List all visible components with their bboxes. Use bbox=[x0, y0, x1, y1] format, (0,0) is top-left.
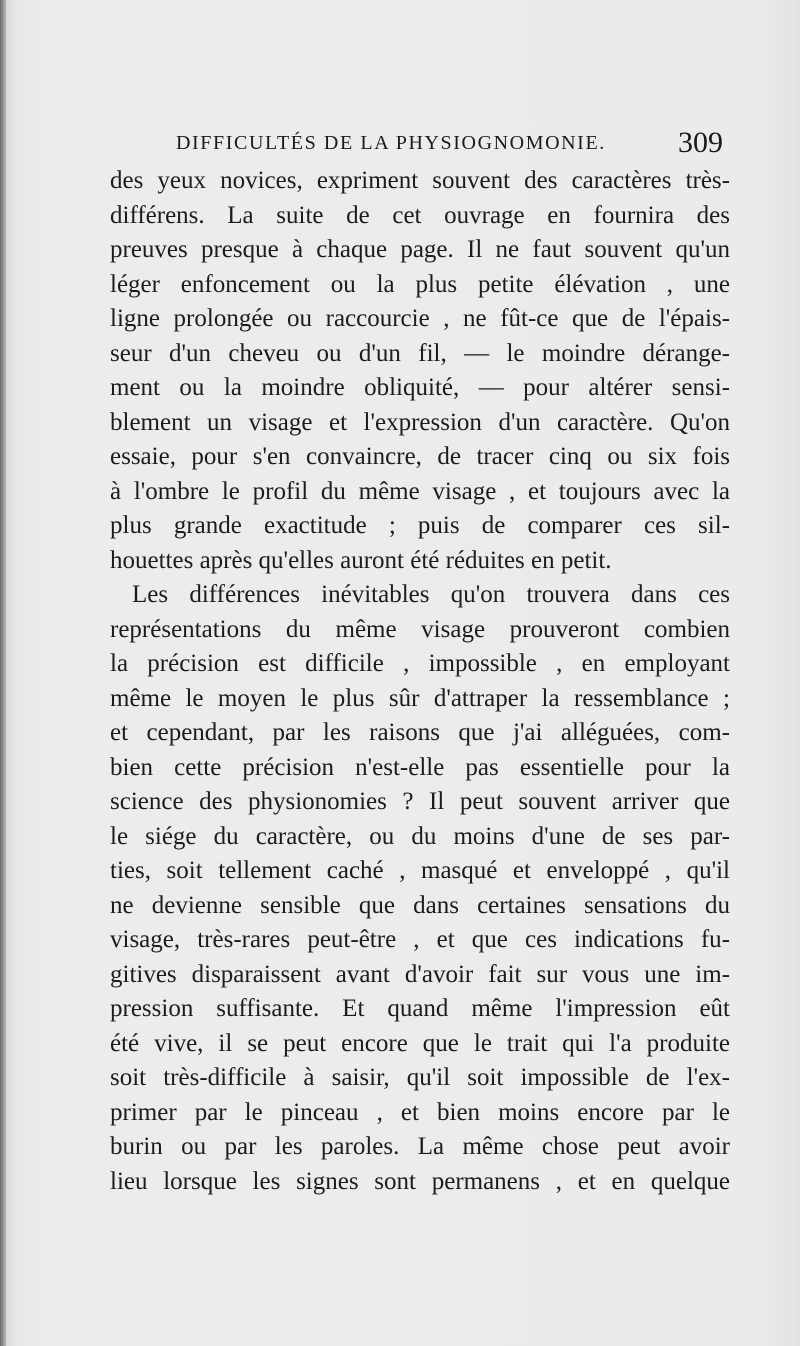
text-line: preuves presque à chaque page. Il ne faut souvent qu'un bbox=[110, 236, 730, 263]
text-line: essaie, pour s'en convaincre, de tracer cinq ou six fois bbox=[110, 443, 730, 470]
text-line: primer par le pinceau , et bien moins encore par le bbox=[110, 1098, 730, 1126]
text-line: seur d'un cheveu ou d'un fil, — le moindre dérange- bbox=[110, 339, 730, 367]
text-line: gitives disparaissent avant d'avoir fait sur vous une im- bbox=[110, 960, 730, 988]
text-line: blement un visage et l'expression d'un caractère. Qu'on bbox=[110, 408, 730, 436]
text-line: visage, très-rares peut-être , et que ces indications fu- bbox=[110, 926, 730, 953]
text-line: soit très-difficile à saisir, qu'il soit impossible de l'ex- bbox=[110, 1064, 730, 1091]
text-line: houettes après qu'elles auront été réduites en petit. bbox=[110, 546, 612, 574]
running-title: DIFFICULTÉS DE LA PHYSIOGNOMONIE. bbox=[176, 132, 606, 154]
text-line: ne devienne sensible que dans certaines sensations du bbox=[110, 891, 730, 919]
text-line: été vive, il se peut encore que le trait qui l'a produite bbox=[110, 1029, 730, 1057]
text-line: et cependant, par les raisons que j'ai alléguées, com- bbox=[110, 719, 730, 746]
text-line: plus grande exactitude ; puis de comparer ces sil- bbox=[110, 512, 730, 539]
text-line: ligne prolongée ou raccourcie , ne fût-ce que de l'épais- bbox=[110, 305, 730, 332]
text-line: Les différences inévitables qu'on trouvera dans ces bbox=[132, 581, 730, 608]
text-line: lieu lorsque les signes sont permanens , et en quelque bbox=[110, 1167, 730, 1195]
text-line: des yeux novices, expriment souvent des caractères très- bbox=[110, 167, 730, 194]
text-line: ment ou la moindre obliquité, — pour altérer sensi- bbox=[110, 374, 730, 401]
text-line: science des physionomies ? Il peut souvent arriver que bbox=[110, 788, 730, 815]
text-line: bien cette précision n'est-elle pas essentielle pour la bbox=[110, 753, 730, 781]
text-line: le siége du caractère, ou du moins d'une de ses par- bbox=[110, 822, 730, 850]
text-line: la précision est difficile , impossible , en employant bbox=[110, 650, 730, 677]
body-text bbox=[110, 164, 730, 1199]
text-line: pression suffisante. Et quand même l'impression eût bbox=[110, 995, 730, 1022]
text-line: burin ou par les paroles. La même chose peut avoir bbox=[110, 1133, 730, 1160]
text-line: ties, soit tellement caché , masqué et enveloppé , qu'il bbox=[110, 857, 730, 884]
text-line: léger enfoncement ou la plus petite élévation , une bbox=[110, 270, 730, 298]
binding-edge bbox=[0, 0, 6, 1346]
text-line: représentations du même visage prouveront combien bbox=[110, 615, 730, 643]
text-line: différens. La suite de cet ouvrage en fournira des bbox=[110, 201, 730, 229]
text-line: à l'ombre le profil du même visage , et toujours avec la bbox=[110, 477, 730, 505]
page-number: 309 bbox=[678, 126, 723, 159]
page-header bbox=[0, 126, 800, 166]
text-line: même le moyen le plus sûr d'attraper la ressemblance ; bbox=[110, 684, 730, 712]
